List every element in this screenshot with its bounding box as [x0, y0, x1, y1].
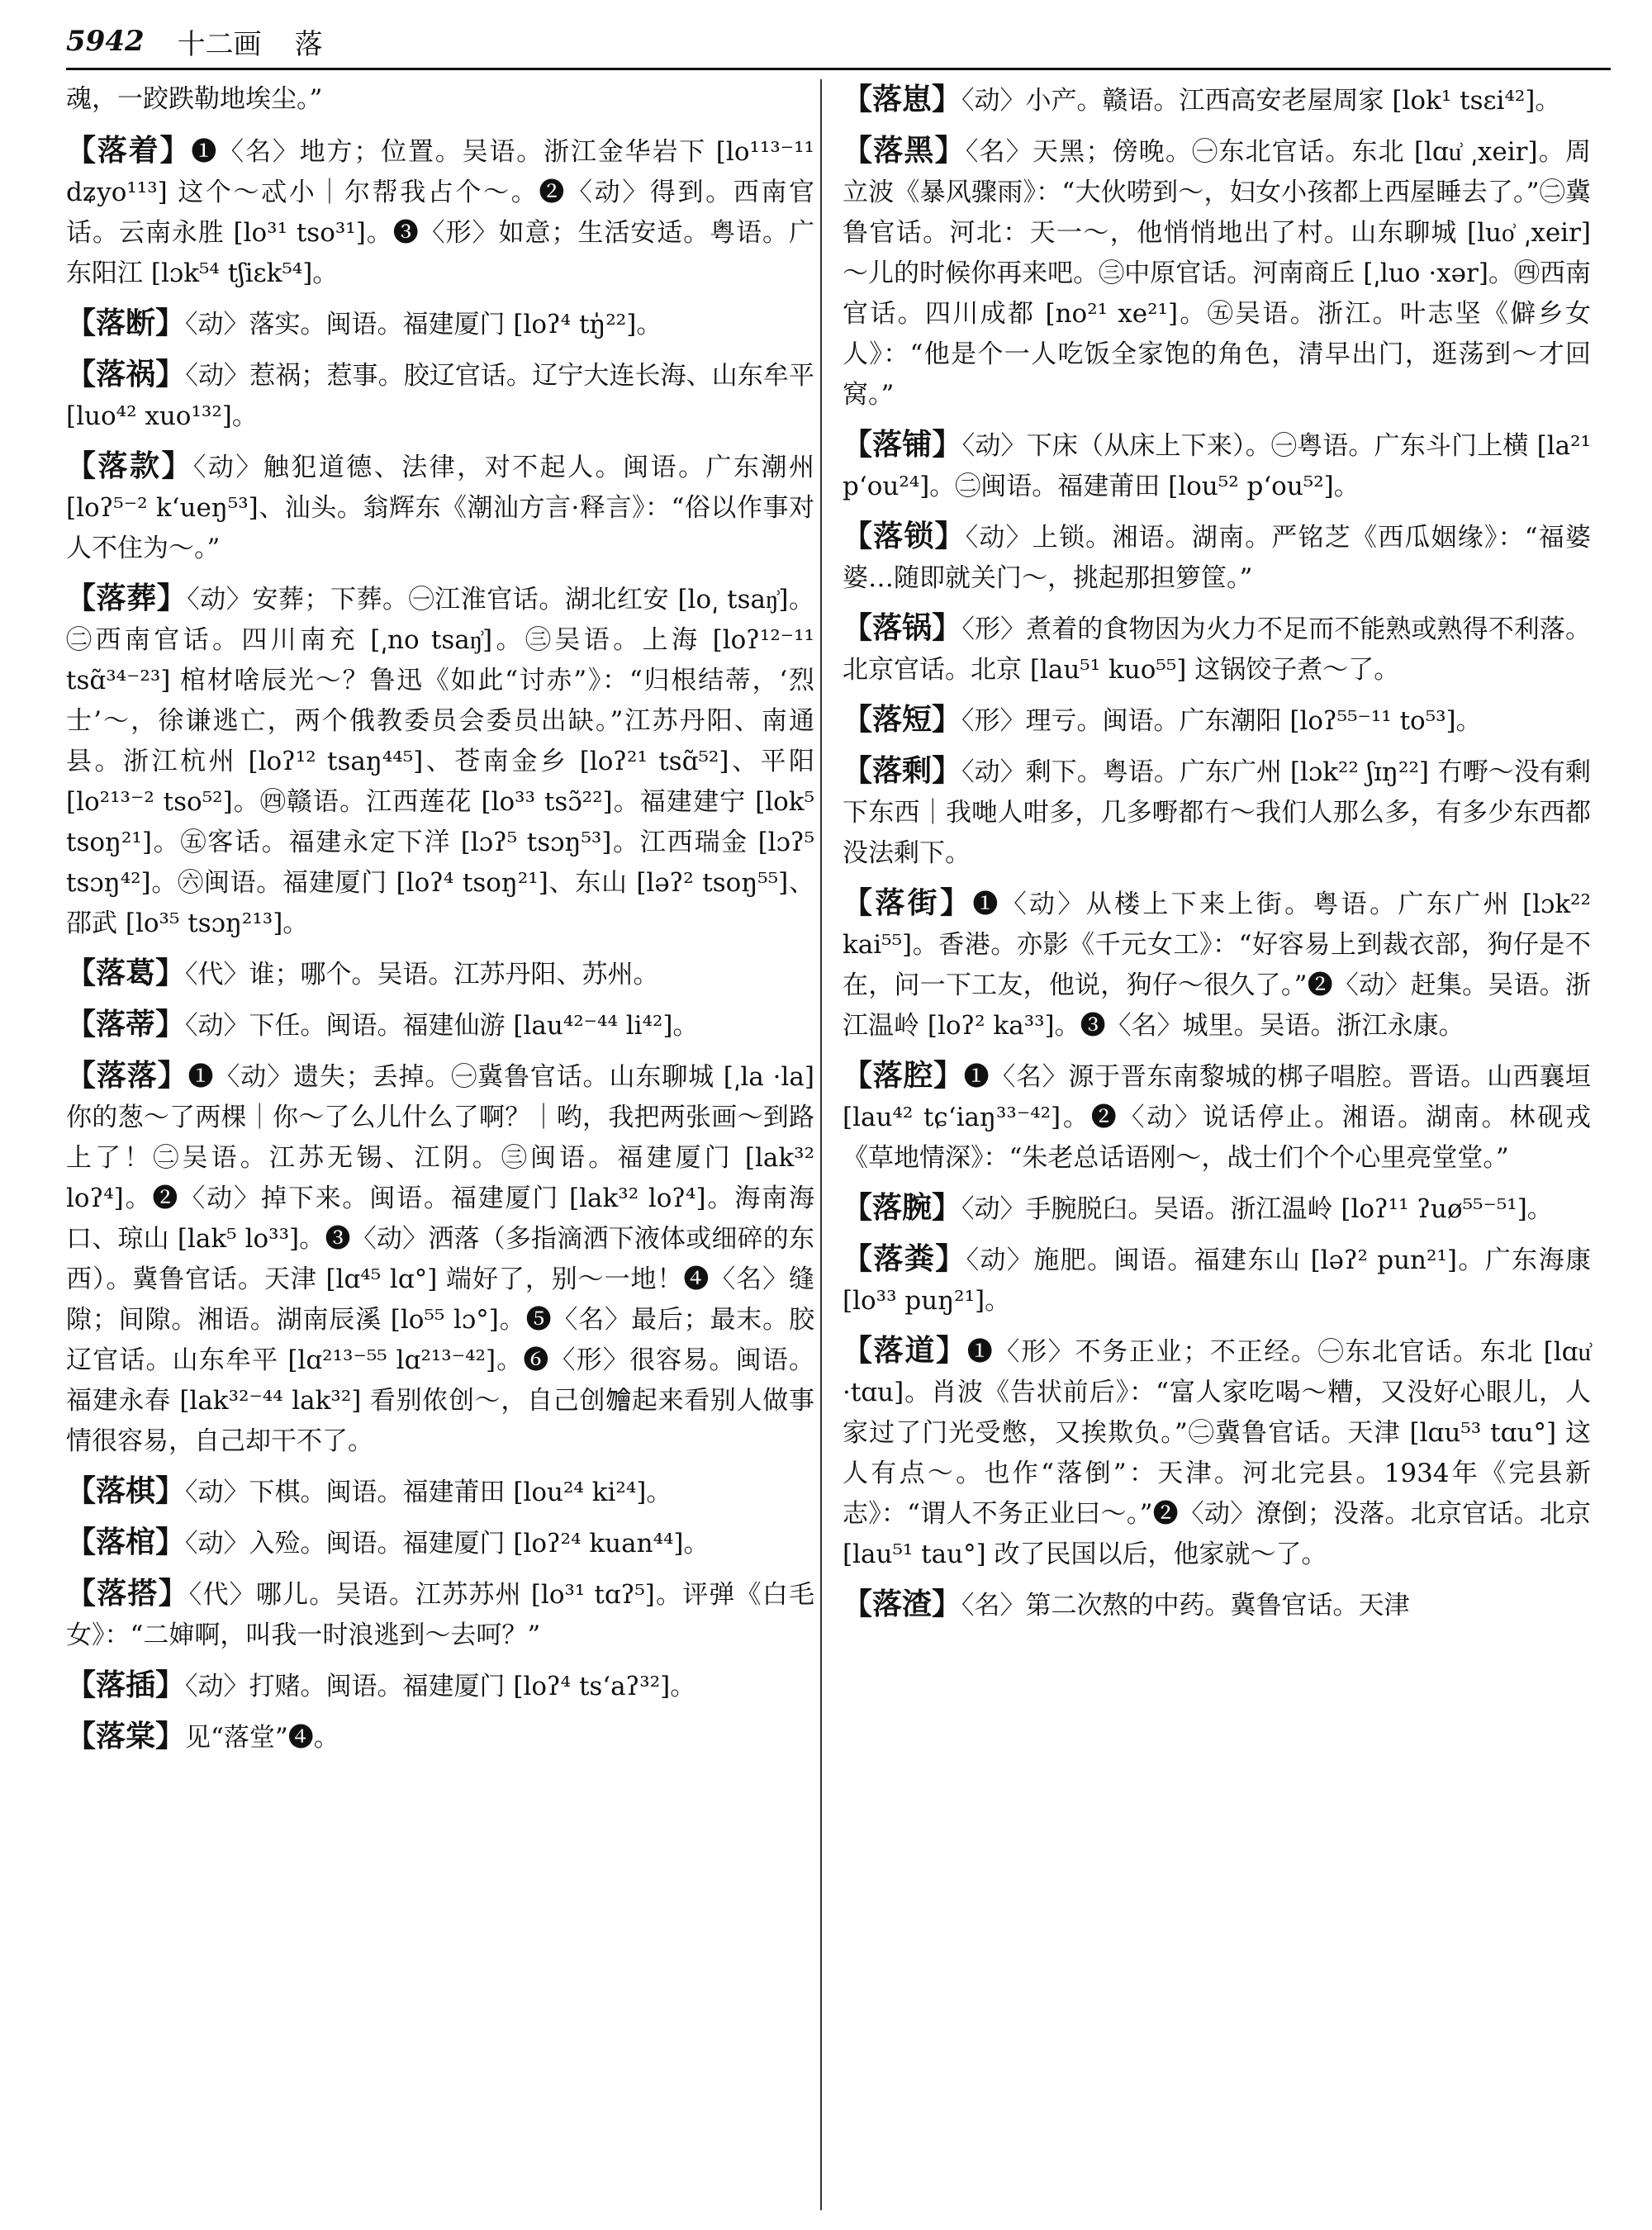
entry-headword: 【落锁】: [843, 520, 966, 553]
entry-luodao: [843, 1331, 1591, 1575]
entry-headword: 【落粪】: [843, 1242, 966, 1276]
entry-luoguan: [66, 1522, 814, 1564]
right-column: [843, 79, 1591, 1635]
entry-luozha: [843, 1584, 1591, 1626]
entry-luoge: [66, 953, 814, 995]
entry-headword: 【落崽】: [843, 83, 962, 116]
entry-luoqiang: [843, 1056, 1591, 1179]
entry-definition: 〈形〉理亏。闽语。广东潮阳 [loʔ⁵⁵⁻¹¹ to⁵³]。: [961, 706, 1482, 736]
entry-definition: 〈形〉煮着的食物因为火力不足而不能熟或熟得不利落。北京官话。北京 [lau⁵¹ kuo⁵⁵] 这锅饺子煮～了。: [843, 614, 1591, 685]
entry-luozang: [66, 578, 814, 944]
entry-headword: 【落搭】: [66, 1577, 189, 1611]
entry-definition: 〈动〉手腕脱臼。吴语。浙江温岭 [loʔ¹¹ ʔuø⁵⁵⁻⁵¹]。: [961, 1194, 1553, 1224]
entry-definition: 〈动〉下床（从床上下来）。㊀粤语。广东斗门上横 [la²¹ pʻou²⁴]。㊁闽语。福建莆田 [lou⁵² pʻou⁵²]。: [843, 431, 1591, 501]
entry-headword: 【落短】: [843, 703, 962, 737]
entry-headword: 【落落】: [66, 1059, 188, 1093]
entry-definition: ❶〈形〉不务正业；不正经。㊀东北官话。东北 [lɑu͗ ·tɑu]。肖波《告状前后》：“富人家吃喝～糟，又没好心眼儿，人家过了门光受憋，又挨欺负。”㊁冀鲁官话。天津 [lɑu⁵³ tɑu°] 这人有点～。也作“落倒”：天津。河北完县。1934年《完县新志》：“谓人不务正业曰～。”❷〈动〉潦倒；没落。北京官话。北京 [lau⁵¹ tau°] 改了民国以后，他家就～了。: [843, 1337, 1591, 1569]
entry-luosheng: [843, 751, 1591, 874]
entry-luohuo: [66, 354, 814, 437]
continuation-body: 魂，一跤跌勒地埃尘。”: [66, 84, 323, 114]
entry-headword: 【落街】: [843, 886, 973, 920]
entry-definition: 〈动〉小产。赣语。江西高安老屋周家 [lok¹ tsɛi⁴²]。: [961, 86, 1561, 116]
entry-luopu: [843, 425, 1591, 507]
entry-definition: 〈动〉施肥。闽语。福建东山 [ləʔ² pun²¹]。广东海康 [lo³³ puŋ²¹]。: [843, 1245, 1591, 1316]
entry-headword: 【落锅】: [843, 611, 962, 645]
entry-headword: 【落款】: [66, 449, 193, 483]
entry-headword: 【落断】: [66, 306, 186, 340]
entry-definition: 〈动〉入殓。闽语。福建厦门 [loʔ²⁴ kuan⁴⁴]。: [185, 1529, 710, 1559]
page-number: 5942: [66, 25, 145, 58]
entry-headword: 【落腕】: [843, 1191, 962, 1225]
page-header: [66, 18, 1611, 64]
entry-luojie: [843, 883, 1591, 1046]
entry-headword: 【落插】: [66, 1668, 186, 1702]
entry-headword: 【落棠】: [66, 1720, 186, 1753]
entry-headword: 【落棺】: [66, 1525, 186, 1559]
entry-definition: 〈名〉第二次熬的中药。冀鲁官话。天津: [961, 1591, 1410, 1620]
entry-headword: 【落葛】: [66, 956, 186, 990]
entry-luoduan-li: [843, 700, 1591, 742]
entry-headword: 【落蒂】: [66, 1008, 186, 1041]
section-label: 十二画: [177, 27, 262, 61]
entry-headword: 【落棋】: [66, 1474, 186, 1508]
entry-luocha: [66, 1665, 814, 1707]
entry-headword: 【落葬】: [66, 581, 188, 615]
entry-luowan: [843, 1188, 1591, 1230]
entry-luosuo: [843, 516, 1591, 599]
entry-luozai: [843, 79, 1591, 121]
entry-definition: ❶〈动〉从楼上下来上街。粤语。广东广州 [lɔk²² kai⁵⁵]。香港。亦影《千元女工》：“好容易上到裁衣部，狗仔是不在，问一下工友，他说，狗仔～很久了。”❷〈动〉赶集。吴语。浙江温岭 [loʔ² ka³³]。❸〈名〉城里。吴语。浙江永康。: [843, 890, 1591, 1041]
entry-luoda: [66, 1573, 814, 1656]
entry-definition: ❶〈名〉源于晋东南黎城的梆子唱腔。晋语。山西襄垣 [lau⁴² tɕʻiaŋ³³⁻⁴²]。❷〈动〉说话停止。湘语。湖南。林砚戎《草地情深》：“朱老总话语刚～，战士们个个心里亮堂堂。”: [843, 1062, 1591, 1173]
entry-definition: 〈动〉落实。闽语。福建厦门 [loʔ⁴ tŋ̍²²]。: [185, 310, 662, 339]
left-column: [66, 79, 814, 1767]
entry-luotang: [66, 1716, 814, 1758]
entry-definition: 〈动〉下棋。闽语。福建莆田 [lou²⁴ ki²⁴]。: [185, 1478, 672, 1507]
entry-luoduan: [66, 303, 814, 345]
entry-headword: 【落祸】: [66, 358, 186, 391]
entry-definition: 〈代〉哪儿。吴语。江苏苏州 [lo³¹ tɑʔ⁵]。评弹《白毛女》：“二婶啊，叫我一时浪逃到～去呵？”: [66, 1580, 814, 1650]
entry-luofen: [843, 1239, 1591, 1321]
entry-definition: 〈代〉谁；哪个。吴语。江苏丹阳、苏州。: [185, 960, 659, 989]
header-rule: [66, 68, 1611, 70]
headword-character: 落: [294, 27, 323, 61]
entry-headword: 【落铺】: [843, 428, 962, 462]
entry-definition: ❶〈名〉地方；位置。吴语。浙江金华岩下 [lo¹¹³⁻¹¹ dʑyo¹¹³] 这个～忒小｜尔帮我占个～。❷〈动〉得到。西南官话。云南永胜 [lo³¹ tso³¹]。❸〈形〉如意；生活安适。粤语。广东阳江 [lɔk⁵⁴ tʃiɛk⁵⁴]。: [66, 137, 814, 288]
entry-definition: 〈动〉打赌。闽语。福建厦门 [loʔ⁴ tsʻaʔ³²]。: [185, 1672, 696, 1701]
entry-definition: 〈动〉安葬；下葬。㊀江淮官话。湖北红安 [lo͵ tsaŋ͗]。㊁西南官话。四川南充 [͵no tsaŋ͗]。㊂吴语。上海 [loʔ¹²⁻¹¹ tsɑ̃³⁴⁻²³] 棺材啥辰光～？鲁迅《如此“讨赤”》：“归根结蒂，‘烈士’～，徐谦逃亡，两个俄教委员会委员出缺。”江苏丹阳、南通县。浙江杭州 [loʔ¹² tsaŋ⁴⁴⁵]、苍南金乡 [loʔ²¹ tsɑ̃⁵²]、平阳 [lo²¹³⁻² tso⁵²]。㊃赣语。江西莲花 [lo³³ tsɔ̃²²]。福建建宁 [lok⁵ tsoŋ²¹]。㊄客话。福建永定下洋 [lɔʔ⁵ tsɔŋ⁵³]。江西瑞金 [lɔʔ⁵ tsɔŋ⁴²]。㊅闽语。福建厦门 [loʔ⁴ tsoŋ²¹]、东山 [ləʔ² tsoŋ⁵⁵]、邵武 [lo³⁵ tsɔŋ²¹³]。: [66, 585, 814, 938]
entry-luohei: [843, 130, 1591, 415]
entry-headword: 【落腔】: [843, 1059, 964, 1093]
continuation-text: [66, 79, 814, 120]
entry-headword: 【落着】: [66, 134, 192, 168]
entry-headword: 【落黑】: [843, 134, 966, 168]
entry-definition: 〈名〉天黑；傍晚。㊀东北官话。东北 [lɑu͗ ͵xeir]。周立波《暴风骤雨》：“大伙唠到～，妇女小孩都上西屋睡去了。”㊁冀鲁官话。河北：天一～，他悄悄地出了村。山东聊城 [luo͗ ͵xeir] ～儿的时候你再来吧。㊂中原官话。河南商丘 [͵luo ·xər]。㊃西南官话。四川成都 [no²¹ xe²¹]。㊄吴语。浙江。叶志坚《僻乡女人》：“他是个一人吃饭全家饱的角色，清早出门，逛荡到～才回窝。”: [843, 137, 1591, 410]
entry-definition: 〈动〉惹祸；惹事。胶辽官话。辽宁大连长海、山东牟平 [luo⁴² xuo¹³²]。: [66, 361, 814, 431]
entry-definition: 〈动〉下任。闽语。福建仙游 [lau⁴²⁻⁴⁴ li⁴²]。: [185, 1011, 699, 1041]
entry-definition: 〈动〉上锁。湘语。湖南。严铭芝《西瓜姻缘》：“福婆婆…随即就关门～，挑起那担箩筐。”: [843, 523, 1591, 593]
entry-luoguo: [843, 608, 1591, 690]
entry-definition: 〈动〉剩下。粤语。广东广州 [lɔk²² ʃɪŋ²²] 冇嘢～没有剩下东西｜我哋人咁多，几多嘢都冇～我们人那么多，有多少东西都没法剩下。: [843, 757, 1591, 868]
entry-luoluo: [66, 1056, 814, 1462]
entry-headword: 【落剩】: [843, 754, 962, 788]
entry-headword: 【落道】: [843, 1334, 967, 1368]
entry-definition: ❶〈动〉遗失；丢掉。㊀冀鲁官话。山东聊城 [͵la ·la] 你的葱～了两棵｜你～了么儿什么了啊？｜哟，我把两张画～到路上了！㊁吴语。江苏无锡、江阴。㊂闽语。福建厦门 [lak³² loʔ⁴]。❷〈动〉掉下来。闽语。福建厦门 [lak³² loʔ⁴]。海南海口、琼山 [lak⁵ lo³³]。❸〈动〉洒落（多指滴洒下液体或细碎的东西）。冀鲁官话。天津 [lɑ⁴⁵ lɑ°] 端好了，别～一地！❹〈名〉缝隙；间隙。湘语。湖南辰溪 [lo⁵⁵ lɔ°]。❺〈名〉最后；最末。胶辽官话。山东牟平 [lɑ²¹³⁻⁵⁵ lɑ²¹³⁻⁴²]。❻〈形〉很容易。闽语。福建永春 [lak³²⁻⁴⁴ lak³²] 看别侬创～，自己创𣍐起来看别人做事情很容易，自己却干不了。: [66, 1062, 814, 1456]
entry-definition: 见“落堂”❹。: [185, 1723, 339, 1753]
entry-luodi: [66, 1004, 814, 1046]
entry-headword: 【落渣】: [843, 1587, 962, 1621]
column-divider: [820, 79, 822, 2210]
entry-definition: 〈动〉触犯道德、法律，对不起人。闽语。广东潮州 [loʔ⁵⁻² kʻueŋ⁵³]、汕头。翁辉东《潮汕方言·释言》：“俗以作事对人不住为～。”: [66, 453, 814, 563]
entry-luoqi: [66, 1471, 814, 1513]
entry-luozhao: [66, 130, 814, 294]
entry-luokuan: [66, 446, 814, 569]
